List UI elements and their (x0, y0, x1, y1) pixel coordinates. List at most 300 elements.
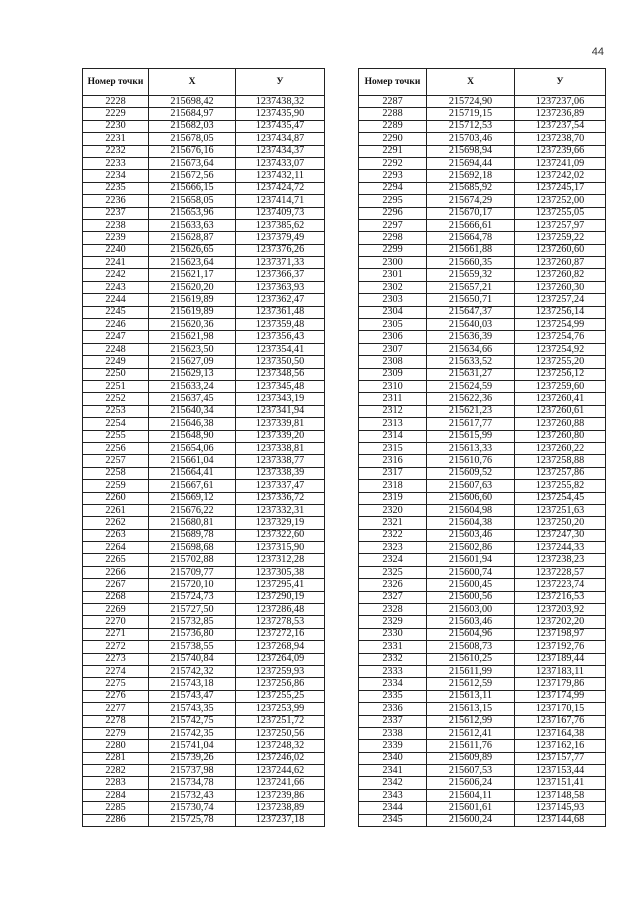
y-coordinate-cell: 1237257,86 (515, 467, 606, 479)
x-coordinate-cell: 215678,05 (149, 133, 236, 145)
x-coordinate-cell: 215604,38 (427, 517, 515, 529)
table-row (83, 529, 325, 541)
table-row (83, 566, 325, 578)
x-coordinate-cell: 215709,77 (149, 566, 236, 578)
x-coordinate-cell: 215724,73 (149, 591, 236, 603)
x-coordinate-cell: 215660,35 (427, 257, 515, 269)
x-coordinate-cell: 215646,38 (149, 418, 236, 430)
x-coordinate-cell: 215719,15 (427, 108, 515, 120)
y-coordinate-cell: 1237259,60 (515, 380, 606, 392)
table-row (83, 368, 325, 380)
x-coordinate-cell: 215720,10 (149, 579, 236, 591)
y-coordinate-cell: 1237255,82 (515, 480, 606, 492)
table-row (359, 579, 606, 591)
point-number-cell: 2330 (359, 628, 427, 640)
x-coordinate-cell: 215738,55 (149, 641, 236, 653)
table-row (83, 244, 325, 256)
point-number-cell: 2284 (83, 789, 149, 801)
table-row (83, 715, 325, 727)
y-coordinate-cell: 1237286,48 (236, 604, 325, 616)
y-coordinate-cell: 1237244,62 (236, 765, 325, 777)
y-coordinate-cell: 1237183,11 (515, 665, 606, 677)
y-coordinate-cell: 1237354,41 (236, 343, 325, 355)
table-row (359, 393, 606, 405)
y-coordinate-cell: 1237260,82 (515, 269, 606, 281)
point-number-cell: 2318 (359, 480, 427, 492)
point-number-cell: 2327 (359, 591, 427, 603)
table-row (359, 96, 606, 108)
x-coordinate-cell: 215664,78 (427, 232, 515, 244)
point-number-cell: 2316 (359, 455, 427, 467)
table-row (83, 108, 325, 120)
coordinates-table-left (82, 68, 325, 827)
table-row (83, 182, 325, 194)
table-row (359, 343, 606, 355)
y-coordinate-cell: 1237239,86 (236, 789, 325, 801)
table-row (359, 356, 606, 368)
y-coordinate-cell: 1237255,20 (515, 356, 606, 368)
point-number-cell: 2281 (83, 752, 149, 764)
x-coordinate-cell: 215612,99 (427, 715, 515, 727)
y-coordinate-cell: 1237348,56 (236, 368, 325, 380)
y-coordinate-cell: 1237260,30 (515, 281, 606, 293)
table-row (359, 294, 606, 306)
point-number-cell: 2324 (359, 554, 427, 566)
table-body-right (359, 96, 606, 827)
table-row (359, 616, 606, 628)
point-number-cell: 2254 (83, 418, 149, 430)
table-row (83, 802, 325, 814)
y-coordinate-cell: 1237260,87 (515, 257, 606, 269)
y-coordinate-cell: 1237144,68 (515, 814, 606, 826)
coordinates-table-right (358, 68, 606, 827)
table-row (83, 442, 325, 454)
x-coordinate-cell: 215725,78 (149, 814, 236, 826)
table-row (359, 219, 606, 231)
point-number-cell: 2342 (359, 777, 427, 789)
y-coordinate-cell: 1237258,88 (515, 455, 606, 467)
point-number-cell: 2249 (83, 356, 149, 368)
table-row (359, 145, 606, 157)
x-coordinate-cell: 215680,81 (149, 517, 236, 529)
point-number-cell: 2266 (83, 566, 149, 578)
y-coordinate-cell: 1237241,09 (515, 157, 606, 169)
point-number-cell: 2326 (359, 579, 427, 591)
table-row (83, 740, 325, 752)
x-coordinate-cell: 215613,15 (427, 703, 515, 715)
point-number-cell: 2244 (83, 294, 149, 306)
y-coordinate-cell: 1237339,20 (236, 430, 325, 442)
point-number-cell: 2295 (359, 195, 427, 207)
table-row (83, 517, 325, 529)
table-row (83, 133, 325, 145)
table-row (359, 368, 606, 380)
x-coordinate-cell: 215637,45 (149, 393, 236, 405)
point-number-cell: 2238 (83, 219, 149, 231)
table-row (83, 269, 325, 281)
y-coordinate-cell: 1237424,72 (236, 182, 325, 194)
point-number-cell: 2230 (83, 120, 149, 132)
header-point-number: Номер точки (359, 69, 427, 96)
table-row (83, 319, 325, 331)
table-row (359, 715, 606, 727)
y-coordinate-cell: 1237338,39 (236, 467, 325, 479)
x-coordinate-cell: 215621,23 (427, 405, 515, 417)
x-coordinate-cell: 215640,34 (149, 405, 236, 417)
x-coordinate-cell: 215666,61 (427, 219, 515, 231)
y-coordinate-cell: 1237363,93 (236, 281, 325, 293)
point-number-cell: 2304 (359, 306, 427, 318)
table-row (359, 182, 606, 194)
table-row (83, 430, 325, 442)
header-y: У (515, 69, 606, 96)
y-coordinate-cell: 1237153,44 (515, 765, 606, 777)
point-number-cell: 2323 (359, 542, 427, 554)
x-coordinate-cell: 215629,13 (149, 368, 236, 380)
y-coordinate-cell: 1237343,19 (236, 393, 325, 405)
x-coordinate-cell: 215703,46 (427, 133, 515, 145)
table-row (359, 120, 606, 132)
y-coordinate-cell: 1237228,57 (515, 566, 606, 578)
x-coordinate-cell: 215694,44 (427, 157, 515, 169)
table-row (359, 765, 606, 777)
point-number-cell: 2255 (83, 430, 149, 442)
table-row (359, 480, 606, 492)
x-coordinate-cell: 215727,50 (149, 604, 236, 616)
x-coordinate-cell: 215633,52 (427, 356, 515, 368)
point-number-cell: 2308 (359, 356, 427, 368)
y-coordinate-cell: 1237148,58 (515, 789, 606, 801)
x-coordinate-cell: 215676,16 (149, 145, 236, 157)
y-coordinate-cell: 1237202,20 (515, 616, 606, 628)
table-row (359, 740, 606, 752)
x-coordinate-cell: 215740,84 (149, 653, 236, 665)
x-coordinate-cell: 215607,53 (427, 765, 515, 777)
table-row (83, 777, 325, 789)
x-coordinate-cell: 215669,12 (149, 492, 236, 504)
point-number-cell: 2339 (359, 740, 427, 752)
x-coordinate-cell: 215612,41 (427, 727, 515, 739)
table-row (83, 418, 325, 430)
y-coordinate-cell: 1237366,37 (236, 269, 325, 281)
x-coordinate-cell: 215601,61 (427, 802, 515, 814)
table-row (83, 554, 325, 566)
point-number-cell: 2345 (359, 814, 427, 826)
table-row (359, 331, 606, 343)
y-coordinate-cell: 1237312,28 (236, 554, 325, 566)
table-row (359, 418, 606, 430)
y-coordinate-cell: 1237434,87 (236, 133, 325, 145)
table-row (83, 306, 325, 318)
x-coordinate-cell: 215603,46 (427, 616, 515, 628)
y-coordinate-cell: 1237256,86 (236, 678, 325, 690)
point-number-cell: 2264 (83, 542, 149, 554)
x-coordinate-cell: 215627,09 (149, 356, 236, 368)
table-header-row (359, 69, 606, 96)
y-coordinate-cell: 1237435,47 (236, 120, 325, 132)
point-number-cell: 2259 (83, 480, 149, 492)
x-coordinate-cell: 215611,99 (427, 665, 515, 677)
x-coordinate-cell: 215615,99 (427, 430, 515, 442)
x-coordinate-cell: 215610,25 (427, 653, 515, 665)
y-coordinate-cell: 1237170,15 (515, 703, 606, 715)
table-row (83, 616, 325, 628)
table-row (83, 393, 325, 405)
table-row (359, 232, 606, 244)
y-coordinate-cell: 1237238,89 (236, 802, 325, 814)
table-row (359, 554, 606, 566)
point-number-cell: 2277 (83, 703, 149, 715)
point-number-cell: 2267 (83, 579, 149, 591)
point-number-cell: 2301 (359, 269, 427, 281)
x-coordinate-cell: 215689,78 (149, 529, 236, 541)
x-coordinate-cell: 215737,98 (149, 765, 236, 777)
table-row (359, 752, 606, 764)
y-coordinate-cell: 1237257,24 (515, 294, 606, 306)
point-number-cell: 2258 (83, 467, 149, 479)
x-coordinate-cell: 215613,11 (427, 690, 515, 702)
point-number-cell: 2243 (83, 281, 149, 293)
x-coordinate-cell: 215712,53 (427, 120, 515, 132)
point-number-cell: 2263 (83, 529, 149, 541)
point-number-cell: 2294 (359, 182, 427, 194)
table-row (83, 678, 325, 690)
table-row (359, 405, 606, 417)
header-x: X (427, 69, 515, 96)
x-coordinate-cell: 215622,36 (427, 393, 515, 405)
point-number-cell: 2343 (359, 789, 427, 801)
y-coordinate-cell: 1237260,88 (515, 418, 606, 430)
point-number-cell: 2260 (83, 492, 149, 504)
table-row (359, 430, 606, 442)
x-coordinate-cell: 215672,56 (149, 170, 236, 182)
table-row (83, 703, 325, 715)
x-coordinate-cell: 215603,46 (427, 529, 515, 541)
table-row (83, 170, 325, 182)
x-coordinate-cell: 215734,78 (149, 777, 236, 789)
point-number-cell: 2322 (359, 529, 427, 541)
y-coordinate-cell: 1237238,23 (515, 554, 606, 566)
y-coordinate-cell: 1237251,72 (236, 715, 325, 727)
point-number-cell: 2229 (83, 108, 149, 120)
table-row (359, 319, 606, 331)
point-number-cell: 2286 (83, 814, 149, 826)
y-coordinate-cell: 1237260,61 (515, 405, 606, 417)
point-number-cell: 2236 (83, 195, 149, 207)
x-coordinate-cell: 215609,89 (427, 752, 515, 764)
table-row (359, 542, 606, 554)
table-row (359, 814, 606, 826)
table-body-left (83, 96, 325, 827)
table-row (83, 120, 325, 132)
y-coordinate-cell: 1237414,71 (236, 195, 325, 207)
y-coordinate-cell: 1237247,30 (515, 529, 606, 541)
y-coordinate-cell: 1237254,99 (515, 319, 606, 331)
y-coordinate-cell: 1237244,33 (515, 542, 606, 554)
x-coordinate-cell: 215741,04 (149, 740, 236, 752)
point-number-cell: 2228 (83, 96, 149, 108)
y-coordinate-cell: 1237250,20 (515, 517, 606, 529)
table-row (83, 405, 325, 417)
y-coordinate-cell: 1237409,73 (236, 207, 325, 219)
y-coordinate-cell: 1237237,06 (515, 96, 606, 108)
y-coordinate-cell: 1237359,48 (236, 319, 325, 331)
y-coordinate-cell: 1237151,41 (515, 777, 606, 789)
point-number-cell: 2251 (83, 380, 149, 392)
table-row (359, 802, 606, 814)
point-number-cell: 2253 (83, 405, 149, 417)
x-coordinate-cell: 215647,37 (427, 306, 515, 318)
y-coordinate-cell: 1237145,93 (515, 802, 606, 814)
point-number-cell: 2307 (359, 343, 427, 355)
point-number-cell: 2232 (83, 145, 149, 157)
point-number-cell: 2311 (359, 393, 427, 405)
point-number-cell: 2280 (83, 740, 149, 752)
y-coordinate-cell: 1237341,94 (236, 405, 325, 417)
table-row (359, 665, 606, 677)
point-number-cell: 2344 (359, 802, 427, 814)
point-number-cell: 2233 (83, 157, 149, 169)
y-coordinate-cell: 1237345,48 (236, 380, 325, 392)
y-coordinate-cell: 1237198,97 (515, 628, 606, 640)
table-row (359, 157, 606, 169)
point-number-cell: 2329 (359, 616, 427, 628)
table-row (83, 579, 325, 591)
x-coordinate-cell: 215603,00 (427, 604, 515, 616)
table-row (359, 455, 606, 467)
x-coordinate-cell: 215650,71 (427, 294, 515, 306)
y-coordinate-cell: 1237246,02 (236, 752, 325, 764)
x-coordinate-cell: 215613,33 (427, 442, 515, 454)
point-number-cell: 2246 (83, 319, 149, 331)
x-coordinate-cell: 215743,47 (149, 690, 236, 702)
point-number-cell: 2319 (359, 492, 427, 504)
point-number-cell: 2333 (359, 665, 427, 677)
table-row (83, 480, 325, 492)
table-row (359, 653, 606, 665)
table-row (359, 467, 606, 479)
table-row (83, 814, 325, 826)
x-coordinate-cell: 215640,03 (427, 319, 515, 331)
point-number-cell: 2279 (83, 727, 149, 739)
table-row (83, 281, 325, 293)
y-coordinate-cell: 1237339,81 (236, 418, 325, 430)
y-coordinate-cell: 1237371,33 (236, 257, 325, 269)
point-number-cell: 2256 (83, 442, 149, 454)
x-coordinate-cell: 215623,50 (149, 343, 236, 355)
point-number-cell: 2334 (359, 678, 427, 690)
point-number-cell: 2320 (359, 504, 427, 516)
table-row (359, 566, 606, 578)
y-coordinate-cell: 1237295,41 (236, 579, 325, 591)
x-coordinate-cell: 215636,39 (427, 331, 515, 343)
y-coordinate-cell: 1237255,05 (515, 207, 606, 219)
point-number-cell: 2261 (83, 504, 149, 516)
x-coordinate-cell: 215682,03 (149, 120, 236, 132)
point-number-cell: 2237 (83, 207, 149, 219)
table-row (83, 157, 325, 169)
table-row (83, 467, 325, 479)
table-row (83, 591, 325, 603)
y-coordinate-cell: 1237379,49 (236, 232, 325, 244)
x-coordinate-cell: 215742,32 (149, 665, 236, 677)
y-coordinate-cell: 1237157,77 (515, 752, 606, 764)
point-number-cell: 2274 (83, 665, 149, 677)
point-number-cell: 2239 (83, 232, 149, 244)
table-row (83, 219, 325, 231)
point-number-cell: 2336 (359, 703, 427, 715)
x-coordinate-cell: 215600,45 (427, 579, 515, 591)
x-coordinate-cell: 215666,15 (149, 182, 236, 194)
y-coordinate-cell: 1237236,89 (515, 108, 606, 120)
table-row (359, 504, 606, 516)
point-number-cell: 2270 (83, 616, 149, 628)
y-coordinate-cell: 1237257,97 (515, 219, 606, 231)
x-coordinate-cell: 215732,85 (149, 616, 236, 628)
point-number-cell: 2235 (83, 182, 149, 194)
x-coordinate-cell: 215621,98 (149, 331, 236, 343)
y-coordinate-cell: 1237259,93 (236, 665, 325, 677)
table-row (83, 331, 325, 343)
header-x: X (149, 69, 236, 96)
y-coordinate-cell: 1237245,17 (515, 182, 606, 194)
table-row (83, 455, 325, 467)
x-coordinate-cell: 215604,96 (427, 628, 515, 640)
x-coordinate-cell: 215698,42 (149, 96, 236, 108)
point-number-cell: 2268 (83, 591, 149, 603)
table-row (83, 257, 325, 269)
y-coordinate-cell: 1237435,90 (236, 108, 325, 120)
x-coordinate-cell: 215633,63 (149, 219, 236, 231)
y-coordinate-cell: 1237241,66 (236, 777, 325, 789)
point-number-cell: 2265 (83, 554, 149, 566)
y-coordinate-cell: 1237268,94 (236, 641, 325, 653)
y-coordinate-cell: 1237438,32 (236, 96, 325, 108)
y-coordinate-cell: 1237189,44 (515, 653, 606, 665)
point-number-cell: 2306 (359, 331, 427, 343)
table-row (83, 207, 325, 219)
point-number-cell: 2283 (83, 777, 149, 789)
table-row (359, 591, 606, 603)
x-coordinate-cell: 215661,04 (149, 455, 236, 467)
y-coordinate-cell: 1237174,99 (515, 690, 606, 702)
table-row (83, 343, 325, 355)
x-coordinate-cell: 215607,63 (427, 480, 515, 492)
point-number-cell: 2317 (359, 467, 427, 479)
y-coordinate-cell: 1237237,54 (515, 120, 606, 132)
table-row (359, 727, 606, 739)
table-row (83, 492, 325, 504)
y-coordinate-cell: 1237259,22 (515, 232, 606, 244)
y-coordinate-cell: 1237254,45 (515, 492, 606, 504)
table-row (83, 653, 325, 665)
y-coordinate-cell: 1237260,41 (515, 393, 606, 405)
table-row (359, 442, 606, 454)
y-coordinate-cell: 1237432,11 (236, 170, 325, 182)
table-row (83, 604, 325, 616)
point-number-cell: 2291 (359, 145, 427, 157)
point-number-cell: 2300 (359, 257, 427, 269)
x-coordinate-cell: 215698,94 (427, 145, 515, 157)
x-coordinate-cell: 215670,17 (427, 207, 515, 219)
y-coordinate-cell: 1237248,32 (236, 740, 325, 752)
table-row (83, 380, 325, 392)
table-row (83, 356, 325, 368)
point-number-cell: 2289 (359, 120, 427, 132)
point-number-cell: 2287 (359, 96, 427, 108)
point-number-cell: 2240 (83, 244, 149, 256)
y-coordinate-cell: 1237254,92 (515, 343, 606, 355)
